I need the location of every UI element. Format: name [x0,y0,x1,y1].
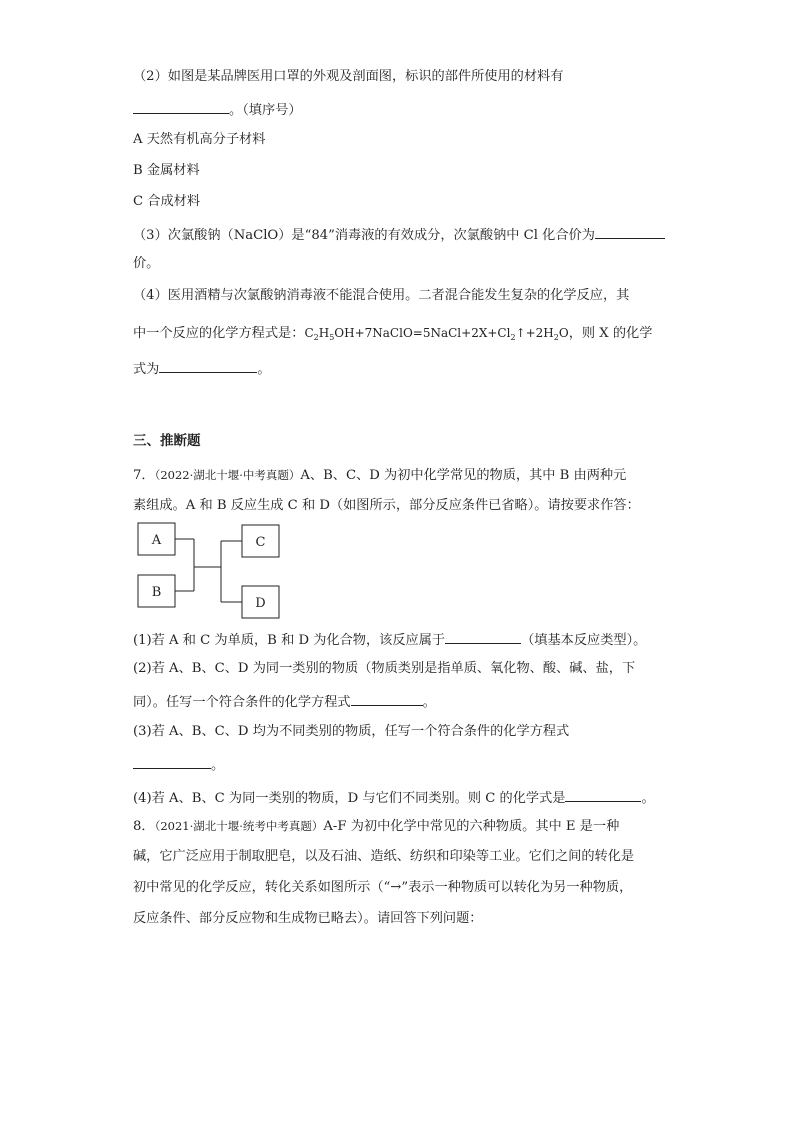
q7-part2-line1: (2)若 A、B、C、D 为同一类别的物质（物质类别是指单质、氧化物、酸、碱、盐，下 [133,661,636,676]
q2-option-b: B 金属材料 [133,163,200,178]
q8-number: 8． [133,819,155,834]
q4-line3: 式为 。 [133,358,271,379]
q4-line2-prefix: 中一个反应的化学方程式是： [133,326,305,341]
reaction-diagram [133,520,283,622]
section-title: 三、推断题 [133,433,201,449]
q8-line4: 反应条件、部分反应物和生成物已略去）。请回答下列问题： [133,911,483,926]
answer-blank[interactable] [595,224,665,239]
answer-blank[interactable] [133,99,229,114]
q7-part3-line1: (3)若 A、B、C、D 均为不同类别的物质，任写一个符合条件的化学方程式 [133,724,570,739]
answer-blank[interactable] [565,787,641,802]
q7-source: （2022·湖北十堰·中考真题） [154,468,301,482]
answer-blank[interactable] [159,358,257,373]
chemical-equation: $C_2H_5OH+7NaClO=5NaCl+2X+Cl_2↑+2H_2O$ [304,326,569,342]
q7-line1-rest: A、B、C、D 为初中化学常见的物质，其中 B 由两种元 [300,468,627,483]
q3-line1-text: （3）次氯酸钠（NaClO）是“84”消毒液的有效成分，次氯酸钠中 Cl 化合价为 [133,228,595,243]
q8-line1 [133,817,619,836]
q7-part3-line2: 。 [133,754,224,775]
answer-blank[interactable] [351,691,423,706]
q2-line1: （2）如图是某品牌医用口罩的外观及剖面图，标识的部件所使用的材料有 [133,69,564,84]
q4-line2-suffix: ，则 X 的化学 [568,326,653,341]
q7-part2-line2: 同）。任写一个符合条件的化学方程式 。 [133,691,436,712]
q7-part1: (1)若 A 和 C 为单质，B 和 D 为化合物，该反应属于 （填基本反应类型）。 [133,629,646,650]
answer-blank[interactable] [133,754,211,769]
q8-line3: 初中常见的化学反应，转化关系如图所示（“→”表示一种物质可以转化为另一种物质， [133,880,633,895]
q2-option-a: A 天然有机高分子材料 [133,132,266,147]
box-a-label: A [151,533,162,548]
q8-source: （2021·湖北十堰·统考中考真题） [154,819,324,833]
q8-line2: 碱，它广泛应用于制取肥皂，以及石油、造纸、纺织和印染等工业。它们之间的转化是 [133,849,635,864]
box-c-label: C [255,535,266,550]
q2-line2 [133,99,302,120]
q7-line2: 素组成。A 和 B 反应生成 C 和 D（如图所示，部分反应条件已省略）。请按要求作答： [133,498,640,513]
q3-line2: 价。 [133,256,160,271]
box-d-label: D [255,596,266,611]
q4-line1: （4）医用酒精与次氯酸钠消毒液不能混合使用。二者混合能发生复杂的化学反应，其 [133,288,630,303]
q7-part4: (4)若 A、B、C 为同一类别的物质，D 与它们不同类别。则 C 的化学式是 。 [133,787,655,808]
q7-line1 [133,466,626,485]
q2-line2-suffix: 。（填序号） [229,103,302,118]
q3-line1 [133,224,665,245]
box-b-label: B [151,585,162,600]
q7-number: 7． [133,468,155,483]
q8-line1-rest: A-F 为初中化学中常见的六种物质。其中 E 是一种 [323,819,620,834]
q2-option-c: C 合成材料 [133,194,201,209]
q4-line2 [133,324,652,343]
answer-blank[interactable] [445,629,521,644]
